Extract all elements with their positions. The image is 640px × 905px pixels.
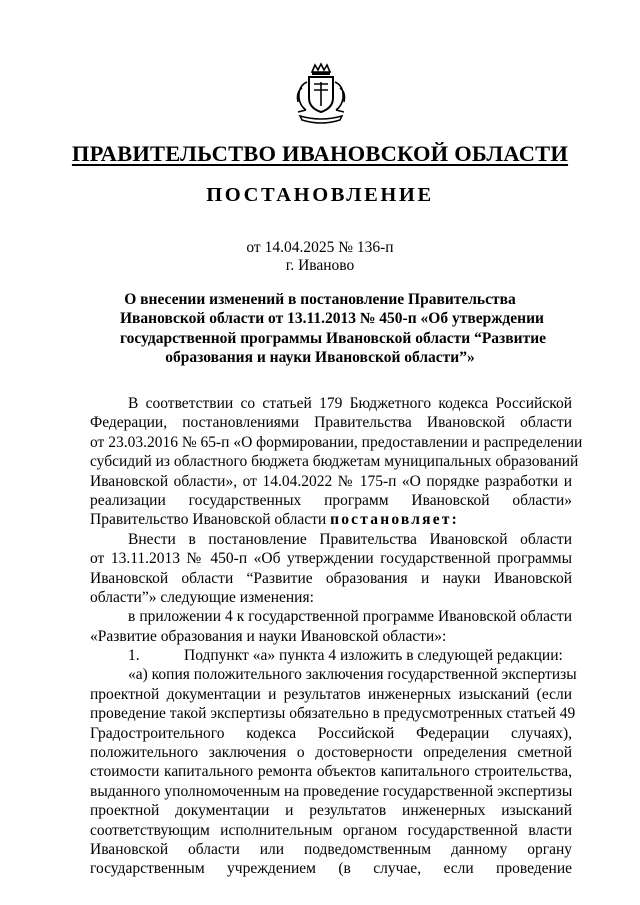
body-line: от 13.11.2013 № 450-п «Об утверждении государственной программы <box>90 550 572 568</box>
city: г. Иваново <box>285 257 355 274</box>
body-line: государственным учреждением (в случае, если проведение <box>90 860 572 878</box>
body-line: от 23.03.2016 № 65-п «О формировании, предоставлении и распределении <box>90 433 583 451</box>
body-line: Градостроительного кодекса Российской Федерации случаях), <box>90 724 572 742</box>
subject-line: образования и науки Ивановской области”» <box>165 348 475 366</box>
body-line: реализации государственных программ Ивановской области» <box>90 491 572 509</box>
body-line: стоимости капитального ремонта объектов капитального строительства, <box>90 763 572 781</box>
decree-line <box>90 510 572 529</box>
body-line: «а) копия положительного заключения государственной экспертизы <box>128 666 577 684</box>
body-line: В соответствии со статьей 179 Бюджетного кодекса Российской <box>128 395 572 412</box>
body-line: выданного уполномоченным на проведение государственной экспертизы <box>90 782 573 800</box>
body-line: «Развитие образования и науки Ивановской области»: <box>90 627 447 645</box>
body-line: положительного заключения о достоверности определения сметной <box>90 744 572 762</box>
item-number: 1. <box>128 647 140 665</box>
body-line: проектной документации и результатов инженерных изысканий <box>90 802 572 820</box>
body-line: проектной документации и результатов инженерных изысканий (если <box>90 685 572 703</box>
subject-line: О внесении изменений в постановление Правительства <box>124 291 516 308</box>
body-line: соответствующим исполнительным органом государственной власти <box>90 821 572 839</box>
body-line: проведение такой экспертизы обязательно в предусмотренных статьей 49 <box>90 705 576 723</box>
body-line: Правительство Ивановской области <box>90 511 331 529</box>
body-line: Внести в постановление Правительства Ивановской области <box>128 530 572 548</box>
body-line: Подпункт «а» пункта 4 изложить в следующей редакции: <box>184 647 563 665</box>
body-line: субсидий из областного бюджета бюджетам муниципальных образований <box>90 453 579 471</box>
body-line: Ивановской области “Развитие образования и науки Ивановской <box>90 569 572 587</box>
document-subject <box>120 290 547 367</box>
numbered-item <box>90 646 572 665</box>
subject-line: государственной программы Ивановской области “Развитие <box>120 329 547 347</box>
date-number: от 14.04.2025 № 136-п <box>246 239 394 256</box>
body-line: Ивановской области или подведомственным данному органу <box>90 840 572 858</box>
body-line: Ивановской области», от 14.04.2022 № 175-п «О порядке разработки и <box>90 472 572 490</box>
body-line: Федерации, постановлениями Правительства Ивановской области <box>90 414 572 432</box>
government-title: ПРАВИТЕЛЬСТВО ИВАНОВСКОЙ ОБЛАСТИ <box>71 141 569 166</box>
coat-of-arms-icon <box>292 62 350 126</box>
subject-line: Ивановской области от 13.11.2013 № 450-п «Об утверждении <box>120 310 544 328</box>
body-line: области”» следующие изменения: <box>90 588 314 606</box>
document-body <box>90 394 583 879</box>
document-type: ПОСТАНОВЛЕНИЕ <box>206 184 434 206</box>
decree-word: постановляет: <box>330 511 459 529</box>
body-line: в приложении 4 к государственной программе Ивановской области <box>128 608 572 626</box>
